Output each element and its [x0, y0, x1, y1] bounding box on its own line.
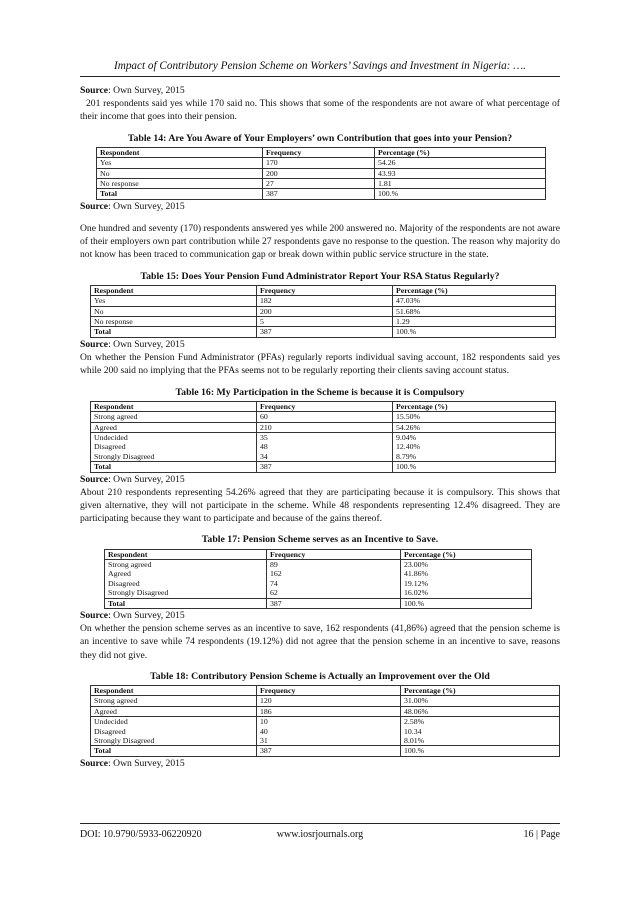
cell: 89 162 74 62 — [267, 559, 401, 598]
table-17-caption: Table 17: Pension Scheme serves as an Incentive to Save. — [201, 534, 439, 546]
cell: 387 — [263, 189, 375, 199]
column-header: Respondent — [91, 401, 257, 411]
cell: 60 — [257, 412, 393, 422]
table-15-caption: Table 15: Does Your Pension Fund Administrator Report Your RSA Status Regularly? — [140, 270, 500, 282]
table-14-caption: Table 14: Are You Aware of Your Employers’ own Contribution that goes into your Pension? — [127, 132, 513, 144]
source-label: Source — [80, 473, 109, 485]
table-18 — [90, 685, 560, 757]
source-note — [80, 338, 560, 351]
cell: 1.29 — [393, 317, 556, 327]
cell: Agreed — [91, 422, 257, 432]
column-header: Percentage (%) — [393, 401, 556, 411]
cell: Agreed — [91, 706, 257, 716]
table-row-group — [105, 559, 532, 598]
paragraph-table-17: On whether the pension scheme serves as an incentive to save, 162 respondents (41,86%) agreed that the pension scheme is an incentive to save while 74 respondents (19.12%) did not agree that the pension scheme in an incentive to save, reasons they did not give. — [80, 623, 560, 661]
source-text: : Own Survey, 2015 — [108, 338, 185, 350]
table-header-row — [97, 147, 546, 157]
cell: 27 — [263, 179, 375, 189]
table-total-row — [91, 462, 556, 472]
source-label: Source — [80, 610, 109, 621]
header-rule — [80, 76, 560, 77]
source-text: : Own Survey, 2015 — [108, 610, 185, 621]
cell: 51.68% — [393, 306, 556, 316]
running-header: Impact of Contributory Pension Scheme on Workers’ Savings and Investment in Nigeria: …. — [114, 60, 526, 72]
cell: No response — [91, 317, 257, 327]
cell: 182 — [257, 296, 393, 306]
table-total-row — [105, 598, 532, 608]
cell: 387 — [257, 746, 401, 756]
table-16-caption: Table 16: My Participation in the Scheme is because it is Compulsory — [175, 386, 465, 398]
table-14 — [96, 147, 546, 200]
source-note — [80, 473, 560, 486]
table-18-caption: Table 18: Contributory Pension Scheme is Actually an Improvement over the Old — [150, 670, 490, 682]
footer-doi: DOI: 10.9790/5933-06220920 — [80, 829, 202, 840]
cell: 54.26 — [375, 158, 546, 168]
column-header: Percentage (%) — [401, 549, 532, 559]
table-row — [91, 296, 556, 306]
column-header: Frequency — [267, 549, 401, 559]
source-label: Source — [80, 338, 109, 350]
cell: 120 — [257, 696, 401, 706]
cell: 387 — [257, 327, 393, 337]
cell: Total — [97, 189, 263, 199]
paragraph-table-14: One hundred and seventy (170) respondents answered yes while 200 answered no. Majority of the respondents are not aware of their employers own part contribution while 27 respondents gave no response to the question. The reason why majority do not know has been traced to communication gap or break down within public service structure in the state. — [80, 223, 560, 261]
cell: Strong agreed — [91, 412, 257, 422]
table-row — [91, 706, 560, 716]
table-16 — [90, 401, 556, 473]
column-header: Respondent — [97, 147, 263, 157]
table-row — [91, 306, 556, 316]
cell: Total — [91, 746, 257, 756]
cell: Yes — [91, 296, 257, 306]
cell: 9.04% 12.40% 8.79% — [393, 432, 556, 461]
source-label: Source — [80, 85, 109, 96]
column-header: Frequency — [257, 285, 393, 295]
cell: Undecided Disagreed Strongly Disagreed — [91, 717, 257, 746]
source-text: : Own Survey, 2015 — [108, 473, 185, 485]
cell: Strong agreed Agreed Disagreed Strongly Disagreed — [105, 559, 267, 598]
source-label: Source — [80, 757, 109, 769]
column-header: Frequency — [263, 147, 375, 157]
source-label: Source — [80, 200, 109, 212]
source-note — [80, 609, 560, 622]
paragraph-table-15: On whether the Pension Fund Administrator (PFAs) regularly reports individual saving account, 182 respondents said yes while 200 said no implying that the PFAs seems not to be regularly reporting their clients saving account status. — [80, 352, 560, 377]
cell: 15.50% — [393, 412, 556, 422]
table-row — [97, 168, 546, 178]
column-header: Percentage (%) — [393, 285, 556, 295]
table-header-row — [105, 549, 532, 559]
footer-link[interactable]: www.iosrjournals.org — [276, 829, 364, 840]
cell: Total — [91, 462, 257, 472]
column-header: Respondent — [91, 686, 257, 696]
column-header: Respondent — [91, 285, 257, 295]
cell: 387 — [257, 462, 393, 472]
cell: 100.% — [393, 327, 556, 337]
table-row — [91, 317, 556, 327]
cell: 186 — [257, 706, 401, 716]
cell: No response — [97, 179, 263, 189]
column-header: Percentage (%) — [375, 147, 546, 157]
table-17 — [104, 549, 532, 609]
column-header: Percentage (%) — [401, 686, 560, 696]
table-row — [97, 179, 546, 189]
paragraph-table-16: About 210 respondents representing 54.26% agreed that they are participating because it is compulsory. This shows that given alternative, they will not participate in the scheme. While 48 respondents representing 12.4% disagreed. They are participating because they want to participate and because of the gains thereof. — [80, 486, 560, 525]
table-row — [91, 422, 556, 432]
source-text: : Own Survey, 2015 — [108, 85, 185, 96]
source-note — [80, 200, 560, 213]
cell: No — [97, 168, 263, 178]
cell: 100.% — [375, 189, 546, 199]
table-row-group — [91, 432, 556, 461]
cell: 1.81 — [375, 179, 546, 189]
cell: No — [91, 306, 257, 316]
cell: 100.% — [401, 598, 532, 608]
cell: 31.00% — [401, 696, 560, 706]
cell: 200 — [263, 168, 375, 178]
cell: Total — [105, 598, 267, 608]
cell: 100.% — [401, 746, 560, 756]
source-text: : Own Survey, 2015 — [108, 757, 185, 769]
column-header: Frequency — [257, 686, 401, 696]
cell: Yes — [97, 158, 263, 168]
table-header-row — [91, 686, 560, 696]
table-row — [91, 696, 560, 706]
source-text: : Own Survey, 2015 — [108, 200, 185, 212]
table-row-group — [91, 717, 560, 746]
cell: 200 — [257, 306, 393, 316]
table-header-row — [91, 401, 556, 411]
cell: 23.00% 41.86% 19.12% 16.02% — [401, 559, 532, 598]
source-note — [80, 84, 560, 97]
cell: 170 — [263, 158, 375, 168]
cell: 47.03% — [393, 296, 556, 306]
cell: 5 — [257, 317, 393, 327]
table-15 — [90, 285, 556, 338]
cell: 43.93 — [375, 168, 546, 178]
paragraph-intro: 201 respondents said yes while 170 said no. This shows that some of the respondents are not aware of what percentage of their income that goes into their pension. — [80, 98, 560, 123]
table-total-row — [91, 746, 560, 756]
cell: 100.% — [393, 462, 556, 472]
table-total-row — [97, 189, 546, 199]
column-header: Respondent — [105, 549, 267, 559]
cell: Strong agreed — [91, 696, 257, 706]
cell: Total — [91, 327, 257, 337]
source-note — [80, 757, 560, 770]
footer-rule — [80, 823, 560, 824]
cell: 10 40 31 — [257, 717, 401, 746]
table-row — [97, 158, 546, 168]
cell: 387 — [267, 598, 401, 608]
cell: 54.26% — [393, 422, 556, 432]
footer-page-number: 16 | Page — [523, 829, 560, 840]
cell: 2.58% 10.34 8.01% — [401, 717, 560, 746]
cell: 35 48 34 — [257, 432, 393, 461]
page-body — [80, 84, 560, 770]
table-total-row — [91, 327, 556, 337]
column-header: Frequency — [257, 401, 393, 411]
cell: 48.06% — [401, 706, 560, 716]
cell: 210 — [257, 422, 393, 432]
cell: Undecided Disagreed Strongly Disagreed — [91, 432, 257, 461]
table-row — [91, 412, 556, 422]
table-header-row — [91, 285, 556, 295]
